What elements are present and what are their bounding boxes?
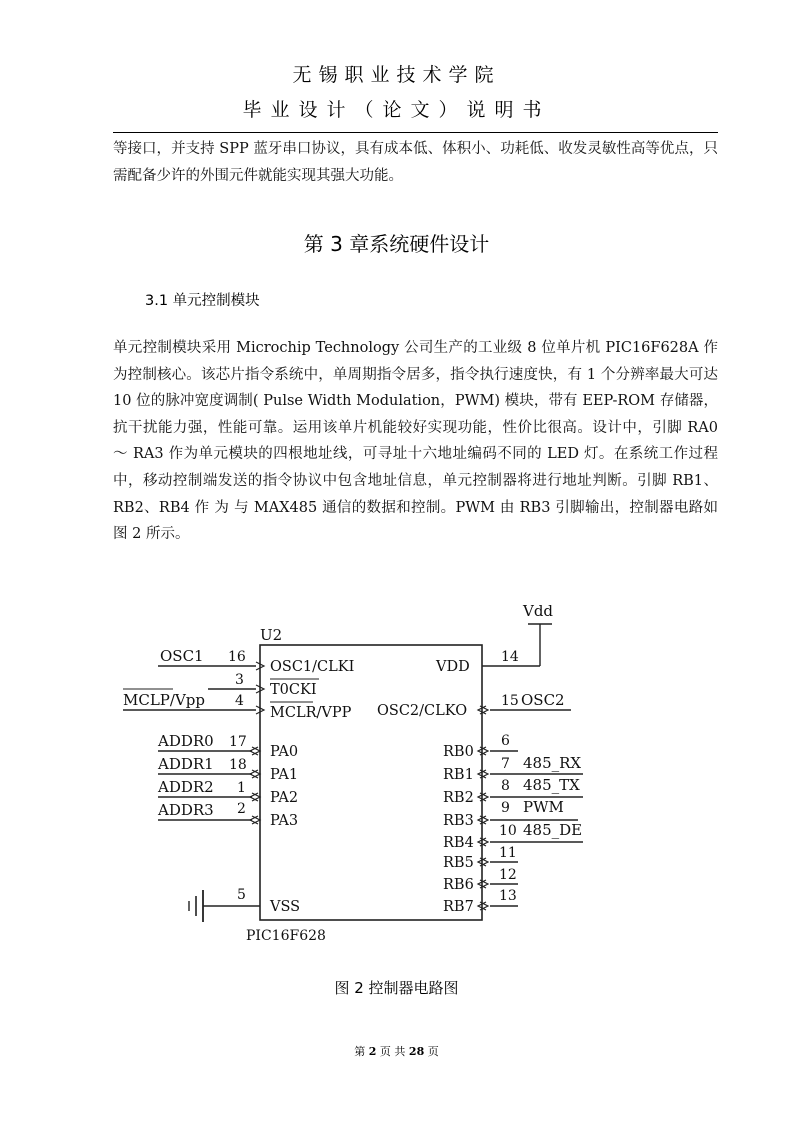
- pin-name: RB7: [443, 899, 474, 915]
- pin-number: 18: [229, 757, 247, 773]
- net-label: PWM: [523, 798, 564, 816]
- footer-middle: 页 共: [379, 1045, 406, 1058]
- pin-name: OSC2/CLKO: [377, 703, 468, 719]
- pin-name: RB4: [443, 835, 474, 851]
- pin-16: [158, 647, 354, 675]
- chip-part-number: PIC16F628: [246, 928, 326, 944]
- pin-name: T0CKI: [270, 682, 317, 698]
- pin-number: 5: [237, 887, 246, 903]
- net-label: ADDR3: [158, 801, 214, 819]
- net-label: ADDR2: [158, 778, 214, 796]
- header-rule: [113, 132, 718, 133]
- net-label: ADDR1: [158, 755, 214, 773]
- pin-number: 15: [501, 693, 519, 709]
- school-name: 无锡职业技术学院: [292, 64, 501, 86]
- pin-name: PA1: [270, 767, 299, 783]
- document-type: 毕业设计（论文）说明书: [242, 99, 551, 121]
- pin-name: VDD: [436, 659, 470, 675]
- figure-caption: 图 2 控制器电路图: [334, 979, 459, 997]
- net-label: OSC1: [160, 647, 204, 665]
- page-footer: [0, 1043, 793, 1059]
- pin-3: [208, 672, 319, 698]
- pin-number: 11: [499, 845, 517, 861]
- pin-name: PA2: [270, 790, 299, 806]
- net-label: ADDR0: [158, 732, 214, 750]
- pin-number: 12: [499, 867, 517, 883]
- page-number: 2: [368, 1045, 377, 1058]
- section-title: 3.1 单元控制模块: [145, 293, 260, 309]
- pin-name: RB5: [443, 855, 474, 871]
- pin-name: PA0: [270, 744, 299, 760]
- pin-name: RB3: [443, 813, 474, 829]
- footer-prefix: 第: [354, 1045, 366, 1058]
- pin-name: VSS: [270, 899, 301, 915]
- paragraph-unit-control: 单元控制模块采用 Microchip Technology 公司生产的工业级 8 位单片机 PIC16F628A 作为控制核心。该芯片指令系统中，单周期指令居多，指令执行速度快，有 1 个分辨率最大可达 10 位的脉冲宽度调制( Pulse Width Modulation，PWM) 模块，带有 EEP-ROM 存储器，抗干扰能力强，性能可靠。运用该单片机能较好实现功能，性价比很高。设计中，引脚 RA0 ～ RA3 作为单元模块的四根地址线，可寻址十六地址编码不同的 LED 灯。在系统工作过程中，移动控制端发送的指令协议中包含地址信息，单元控制器将进行地址判断。引脚 RB1、RB2、RB4 作 为 与 MAX485 通信的数据和控制。PWM 由 RB3 引脚输出，控制器电路如图 2 所示。: [113, 340, 718, 543]
- pin-name: RB2: [443, 790, 474, 806]
- pin-number: 4: [235, 693, 244, 709]
- pin-number: 8: [501, 778, 510, 794]
- pin-number: 13: [499, 888, 517, 904]
- pin-number: 10: [499, 823, 517, 839]
- ground-icon: [189, 890, 260, 922]
- paragraph-continued: 等接口，并支持 SPP 蓝牙串口协议，具有成本低、体积小、功耗低、收发灵敏性高等优点，只需配备少许的外围元件就能实现其强大功能。: [113, 141, 718, 184]
- net-label: 485_DE: [523, 821, 583, 839]
- pin-number: 3: [235, 672, 244, 688]
- pin-name: OSC1/CLKI: [270, 659, 355, 675]
- pin-number: 6: [501, 733, 510, 749]
- controller-circuit-diagram: [113, 598, 593, 948]
- chip-ref: U2: [260, 626, 283, 644]
- pin-name: RB0: [443, 744, 474, 760]
- pin-number: 1: [237, 780, 246, 796]
- pin-5: [237, 887, 300, 915]
- net-label: 485_TX: [523, 776, 580, 794]
- pin-name: MCLR/VPP: [270, 705, 352, 721]
- pin-number: 7: [501, 756, 510, 772]
- pin-number: 17: [229, 734, 247, 750]
- pin-number: 9: [501, 800, 510, 816]
- pin-number: 14: [501, 649, 519, 665]
- net-label: OSC2: [521, 691, 565, 709]
- pin-name: RB1: [443, 767, 474, 783]
- pin-number: 16: [228, 649, 246, 665]
- vdd-supply-label: Vdd: [523, 602, 554, 620]
- footer-suffix: 页: [427, 1045, 439, 1058]
- pin-name: RB6: [443, 877, 474, 893]
- pin-4: [123, 689, 352, 721]
- pin-name: PA3: [270, 813, 299, 829]
- pin-number: 2: [237, 801, 246, 817]
- net-label: 485_RX: [523, 754, 582, 772]
- net-label: MCLP/Vpp: [123, 691, 205, 709]
- pin-15: [377, 691, 571, 719]
- pin-14: [435, 649, 519, 675]
- chapter-title: 第 3 章系统硬件设计: [303, 232, 490, 256]
- total-pages: 28: [408, 1045, 425, 1058]
